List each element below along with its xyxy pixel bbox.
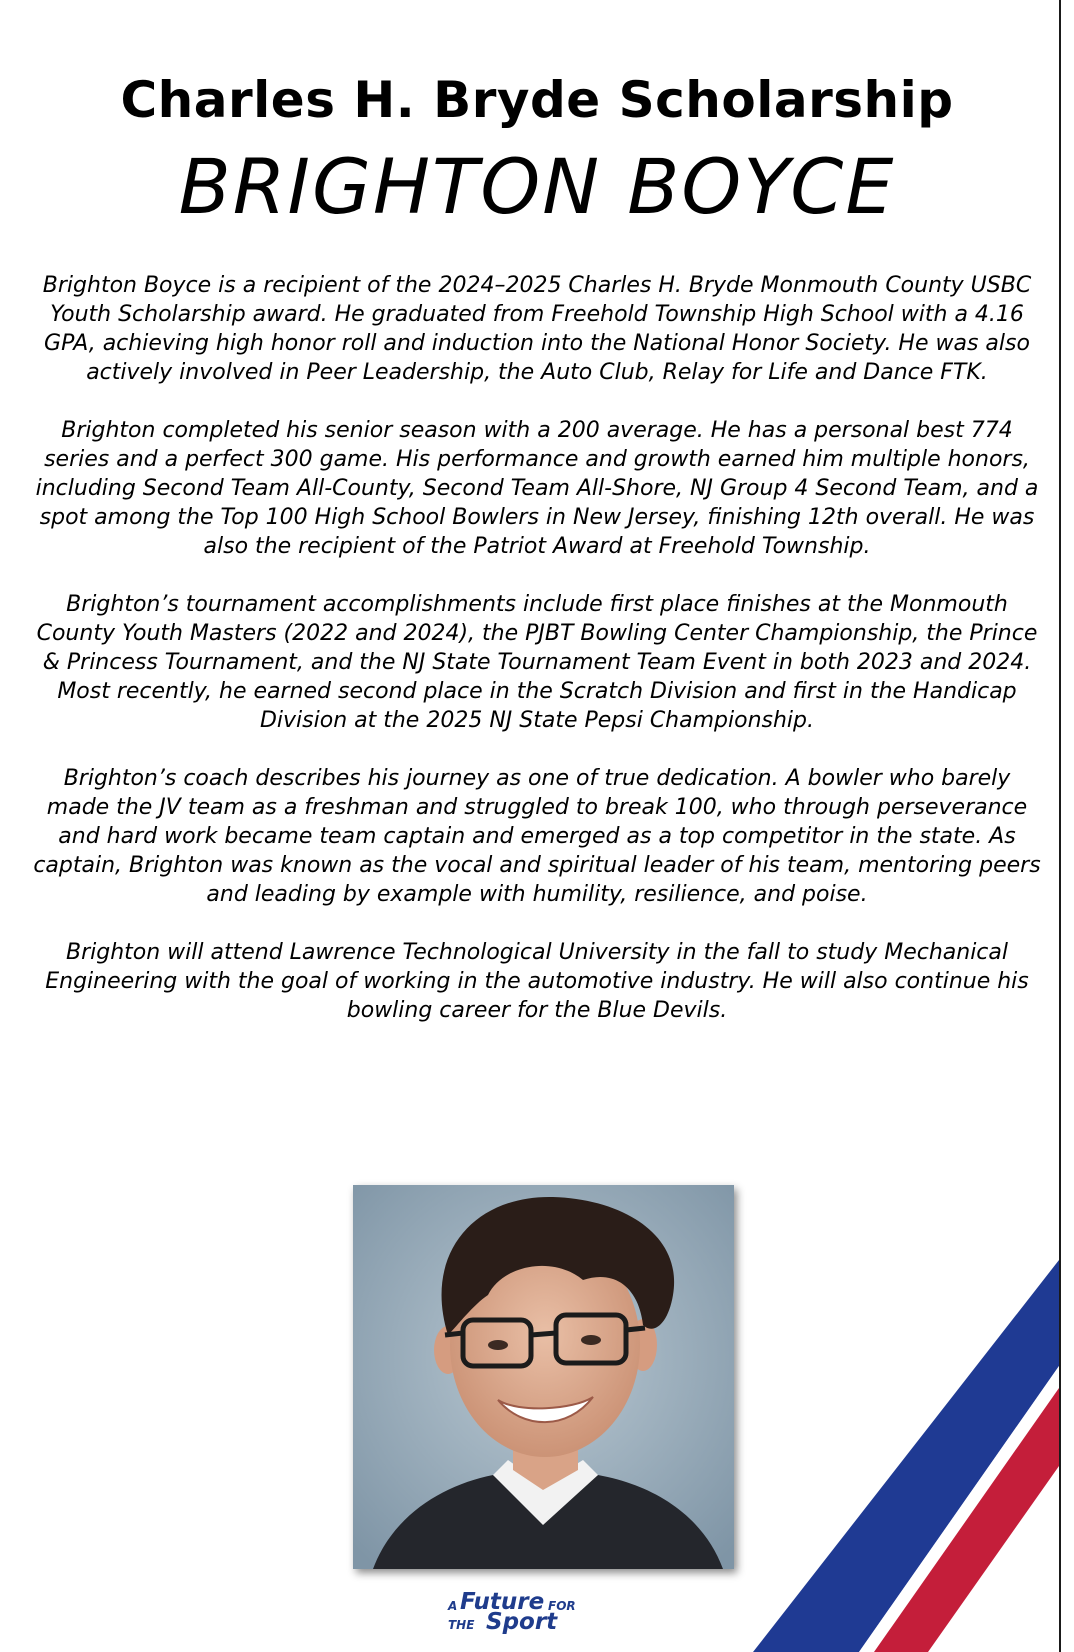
bio-paragraph: Brighton will attend Lawrence Technological University in the fall to study Mechanical Engineering with the goal of working in the automotive industry. He will also continue his bowling career for the Blue Devils. xyxy=(45,940,1029,1023)
recipient-name: BRIGHTON BOYCE xyxy=(178,142,896,231)
bio-paragraph: Brighton Boyce is a recipient of the 2024–2025 Charles H. Bryde Monmouth County USBC Youth Scholarship award. He graduated from Freehold Township High School with a 4.16 GPA, achieving high honor roll and induction into the National Honor Society. He was also actively involved in Peer Leadership, the Auto Club, Relay for Life and Dance FTK. xyxy=(42,273,1032,385)
red-stripe xyxy=(874,1388,1059,1652)
future-for-the-sport-logo xyxy=(448,1590,648,1640)
scholarship-title: Charles H. Bryde Scholarship xyxy=(120,71,954,129)
bio-paragraph: Brighton’s coach describes his journey as one of true dedication. A bowler who barely made the JV team as a freshman and struggled to break 100, who through perseverance and hard work became team captain and emerged as a top competitor in the state. As captain, Brighton was known as the vocal and spiritual leader of his team, mentoring peers and leading by example with humility, resilience, and poise. xyxy=(33,766,1041,907)
white-stripe-gap xyxy=(859,1366,1059,1652)
logo-for: FOR xyxy=(548,1599,576,1613)
logo-a: A xyxy=(448,1599,458,1613)
right-border-line xyxy=(1059,0,1061,1652)
logo-sport: Sport xyxy=(486,1609,558,1635)
blue-stripe xyxy=(753,1260,1059,1652)
bio-paragraph: Brighton’s tournament accomplishments include first place finishes at the Monmouth County Youth Masters (2022 and 2024), the PJBT Bowling Center Championship, the Prince & Princess Tournament, and the NJ State Tournament Team Event in both 2023 and 2024. Most recently, he earned second place in the Scratch Division and first in the Handicap Division at the 2025 NJ State Pepsi Championship. xyxy=(36,592,1038,733)
biography xyxy=(30,271,1044,1054)
bio-paragraph: Brighton completed his senior season with a 200 average. He has a personal best 774 series and a perfect 300 game. His performance and growth earned him multiple honors, including Second Team All-County, Second Team All-Shore, NJ Group 4 Second Team, and a spot among the Top 100 High School Bowlers in New Jersey, finishing 12th overall. He was also the recipient of the Patriot Award at Freehold Township. xyxy=(35,418,1039,559)
portrait-photo xyxy=(353,1185,734,1569)
logo-future: Future xyxy=(460,1589,545,1615)
logo-the: THE xyxy=(448,1618,475,1632)
